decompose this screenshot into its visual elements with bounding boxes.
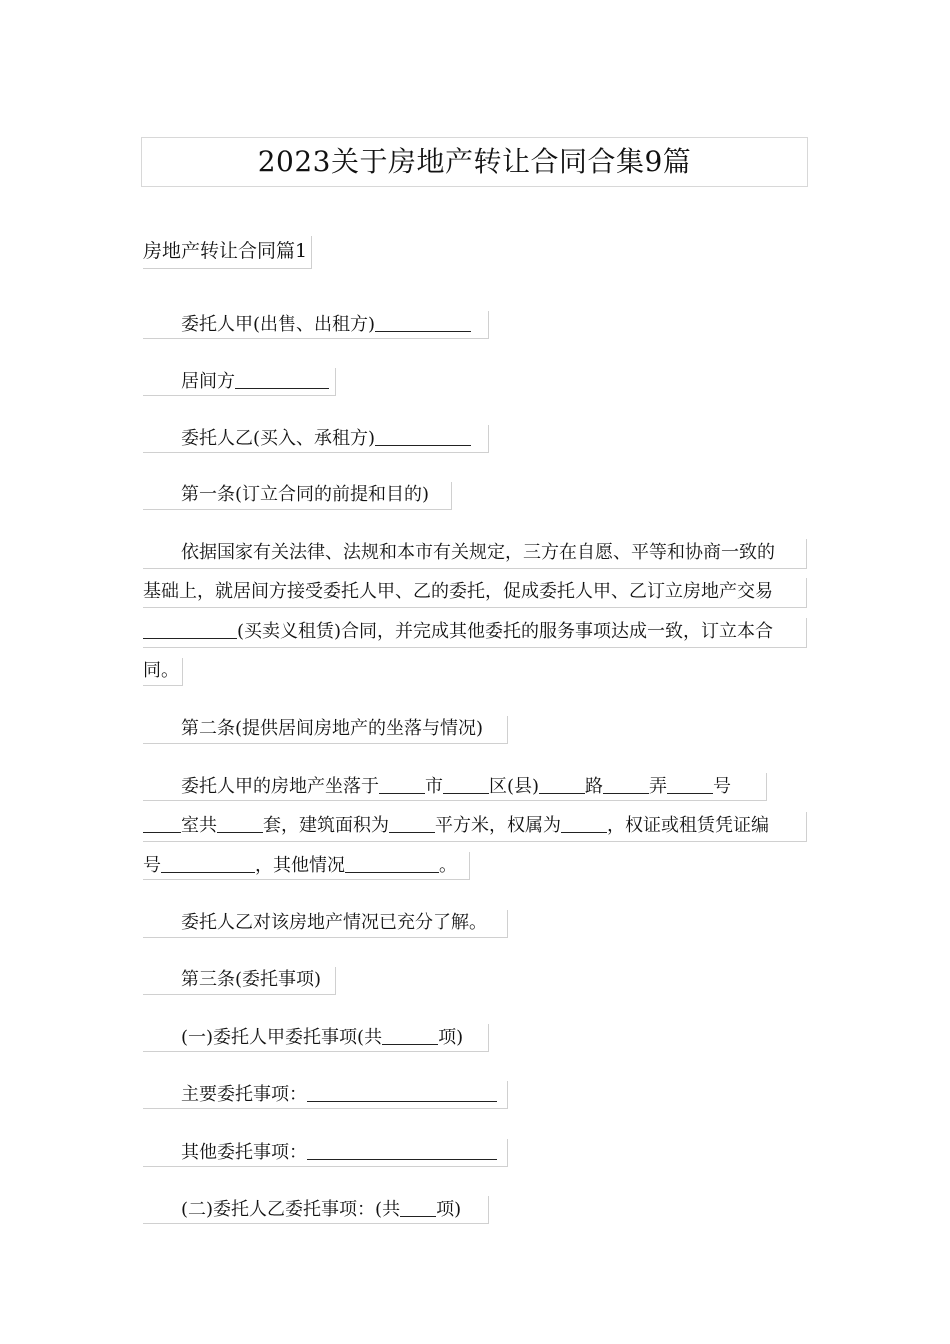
item1-count-blank <box>382 1024 438 1045</box>
article2-heading <box>143 716 508 744</box>
ownership-blank <box>561 812 607 833</box>
party-b-understanding <box>143 910 508 938</box>
transaction-type-blank <box>143 618 237 639</box>
party-b-blank <box>375 425 471 446</box>
party-b-line <box>143 425 489 453</box>
other-items-blank <box>307 1139 497 1160</box>
section-heading: 房地产转让合同篇1 <box>143 236 312 269</box>
district-label: 区(县) <box>489 776 540 797</box>
article3-item2 <box>143 1196 489 1224</box>
party-b-label: 委托人乙(买入、承租方) <box>181 428 376 449</box>
party-a-line <box>143 311 489 339</box>
area-blank <box>389 812 435 833</box>
main-items-blank <box>307 1081 497 1102</box>
other-info-blank <box>345 852 439 873</box>
party-a-label: 委托人甲(出售、出租方) <box>181 314 376 335</box>
understanding-text: 委托人乙对该房地产情况已充分了解。 <box>181 912 487 933</box>
intermediary-blank <box>235 368 329 389</box>
lane-blank <box>603 773 649 794</box>
item2-label: (二)委托人乙委托事项：(共 <box>181 1199 401 1220</box>
article2-label: 第二条(提供居间房地产的坐落与情况) <box>181 718 484 739</box>
article3-heading <box>143 967 336 995</box>
article3-other <box>143 1139 508 1167</box>
article2-line-3 <box>143 852 470 880</box>
article1-heading <box>143 482 452 510</box>
other-items-label: 其他委托事项： <box>181 1142 307 1163</box>
number-label: 号 <box>713 776 732 797</box>
article1-text-2: 基础上，就居间方接受委托人甲、乙的委托，促成委托人甲、乙订立房地产交易 <box>143 581 773 602</box>
room-label: 室共 <box>181 815 217 836</box>
city-blank <box>379 773 425 794</box>
article1-label: 第一条(订立合同的前提和目的) <box>181 484 430 505</box>
article3-main <box>143 1081 508 1109</box>
item2-count-blank <box>400 1196 436 1217</box>
article1-text-3: (买卖义租赁)合同，并完成其他委托的服务事项达成一致，订立本合 <box>237 621 774 642</box>
article2-line-2 <box>143 812 807 842</box>
ownership-label: 平方米，权属为 <box>435 815 561 836</box>
number-blank <box>667 773 713 794</box>
certificate-number-blank <box>161 852 255 873</box>
units-blank <box>217 812 263 833</box>
article3-item1 <box>143 1024 489 1052</box>
other-info-label: ，其他情况 <box>255 855 345 876</box>
district-blank <box>443 773 489 794</box>
certificate-number-label: 号 <box>143 855 161 876</box>
article2-line-1 <box>143 773 767 801</box>
document-title: 2023关于房地产转让合同合集9篇 <box>141 137 808 187</box>
article1-para-line-3 <box>143 618 807 648</box>
item1-suffix: 项) <box>438 1027 464 1048</box>
room-blank <box>143 812 181 833</box>
certificate-label: ，权证或租赁凭证编 <box>607 815 769 836</box>
main-items-label: 主要委托事项： <box>181 1084 307 1105</box>
intermediary-label: 居间方 <box>181 371 235 392</box>
article1-para-line-2 <box>143 578 807 608</box>
period: 。 <box>439 855 457 876</box>
article1-para-line-1 <box>143 539 807 569</box>
road-label: 路 <box>585 776 604 797</box>
article3-label: 第三条(委托事项) <box>181 969 322 990</box>
area-label: 套，建筑面积为 <box>263 815 389 836</box>
city-label: 市 <box>425 776 443 797</box>
intermediary-line <box>143 368 336 396</box>
article1-para-line-4 <box>143 658 183 686</box>
item1-label: (一)委托人甲委托事项(共 <box>181 1027 383 1048</box>
road-blank <box>539 773 585 794</box>
lane-label: 弄 <box>649 776 668 797</box>
location-label: 委托人甲的房地产坐落于 <box>181 776 379 797</box>
article1-text-1: 依据国家有关法律、法规和本市有关规定，三方在自愿、平等和协商一致的 <box>181 542 775 563</box>
article1-text-4: 同。 <box>143 660 179 681</box>
item2-suffix: 项) <box>436 1199 462 1220</box>
party-a-blank <box>375 311 471 332</box>
